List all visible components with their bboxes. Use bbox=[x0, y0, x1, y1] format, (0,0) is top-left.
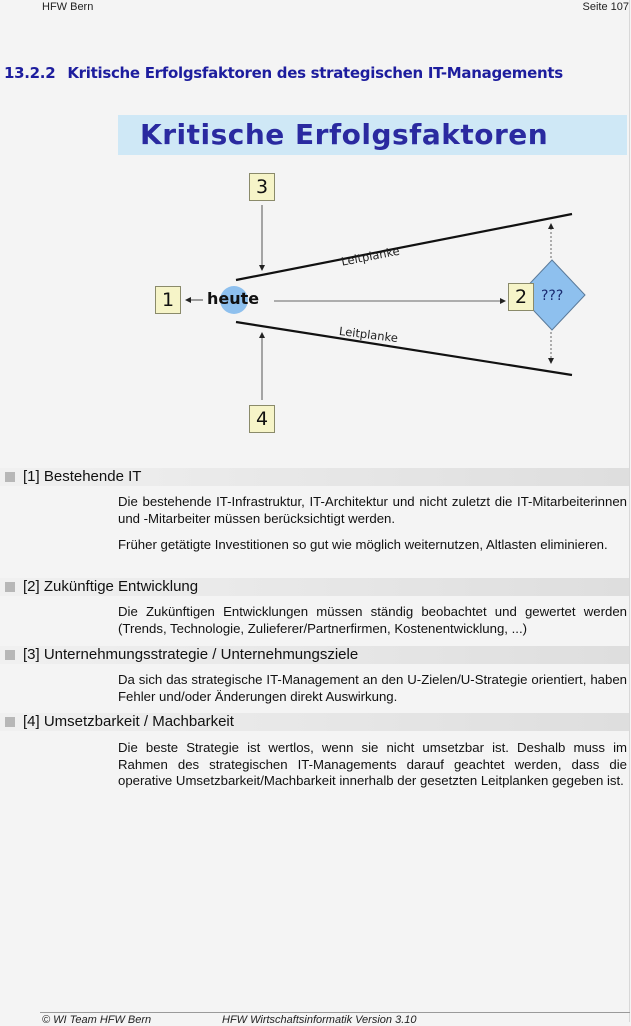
footer-copyright: © WI Team HFW Bern bbox=[42, 1014, 152, 1026]
section-title-text: Kritische Erfolgsfaktoren des strategischen IT-Managements bbox=[67, 64, 563, 82]
square-bullet-icon bbox=[5, 582, 15, 592]
square-bullet-icon bbox=[5, 472, 15, 482]
diagram-banner bbox=[118, 115, 627, 155]
factor-heading-3: [3] Unternehmungsstrategie / Unternehmungsziele bbox=[0, 646, 629, 664]
factor-3-paragraph-1: Da sich das strategische IT-Management an den U-Zielen/U-Strategie orientiert, haben Fehler und/oder Änderungen direkt Auswirkung. bbox=[118, 672, 627, 704]
guardrail-top-line bbox=[236, 214, 572, 280]
factor-box-1: 1 bbox=[155, 286, 181, 314]
factor-heading-1: [1] Bestehende IT bbox=[0, 468, 629, 486]
factor-1-paragraph-1: Die bestehende IT-Infrastruktur, IT-Architektur und nicht zuletzt die IT-Mitarbeiterinnen und -Mitarbeiter müssen berücksichtigt werden. bbox=[118, 494, 627, 526]
square-bullet-icon bbox=[5, 717, 15, 727]
factor-2-paragraph-1: Die Zukünftigen Entwicklungen müssen ständig beobachtet und gewertet werden (Trends, Technologie, Zulieferer/Partnerfirmen, Kostenentwicklung, ...) bbox=[118, 604, 627, 636]
header-left: HFW Bern bbox=[42, 1, 94, 13]
footer-divider bbox=[40, 1012, 630, 1013]
page-number: Seite 107 bbox=[582, 1, 629, 13]
heute-label: heute bbox=[207, 289, 260, 308]
factor-heading-4: [4] Umsetzbarkeit / Machbarkeit bbox=[0, 713, 629, 731]
factor-box-2: 2 bbox=[508, 283, 534, 311]
factor-box-4: 4 bbox=[249, 405, 275, 433]
factor-box-3: 3 bbox=[249, 173, 275, 201]
footer-version: HFW Wirtschaftsinformatik Version 3.10 bbox=[222, 1014, 417, 1026]
factor-4-paragraph-1: Die beste Strategie ist wertlos, wenn sie nicht umsetzbar ist. Deshalb muss im Rahmen des strategischen IT-Managements darauf geachtet werden, dass die operative Umsetzbarkeit/Machbarkeit innerhalb der gesetzten Leitplanken gegeben ist. bbox=[118, 740, 627, 788]
unknown-target-label: ??? bbox=[541, 288, 564, 304]
section-number: 13.2.2 bbox=[4, 64, 56, 82]
guardrail-bottom-label: Leitplanke bbox=[338, 324, 399, 346]
critical-factors-diagram bbox=[0, 160, 631, 450]
square-bullet-icon bbox=[5, 650, 15, 660]
factor-heading-2: [2] Zukünftige Entwicklung bbox=[0, 578, 629, 596]
guardrail-top-label: Leitplanke bbox=[340, 243, 401, 269]
guardrail-bottom-line bbox=[236, 322, 572, 375]
factor-1-paragraph-2: Früher getätigte Investitionen so gut wie möglich weiternutzen, Altlasten eliminieren. bbox=[118, 537, 608, 552]
section-title bbox=[4, 64, 563, 82]
banner-title: Kritische Erfolgsfaktoren bbox=[140, 118, 549, 151]
